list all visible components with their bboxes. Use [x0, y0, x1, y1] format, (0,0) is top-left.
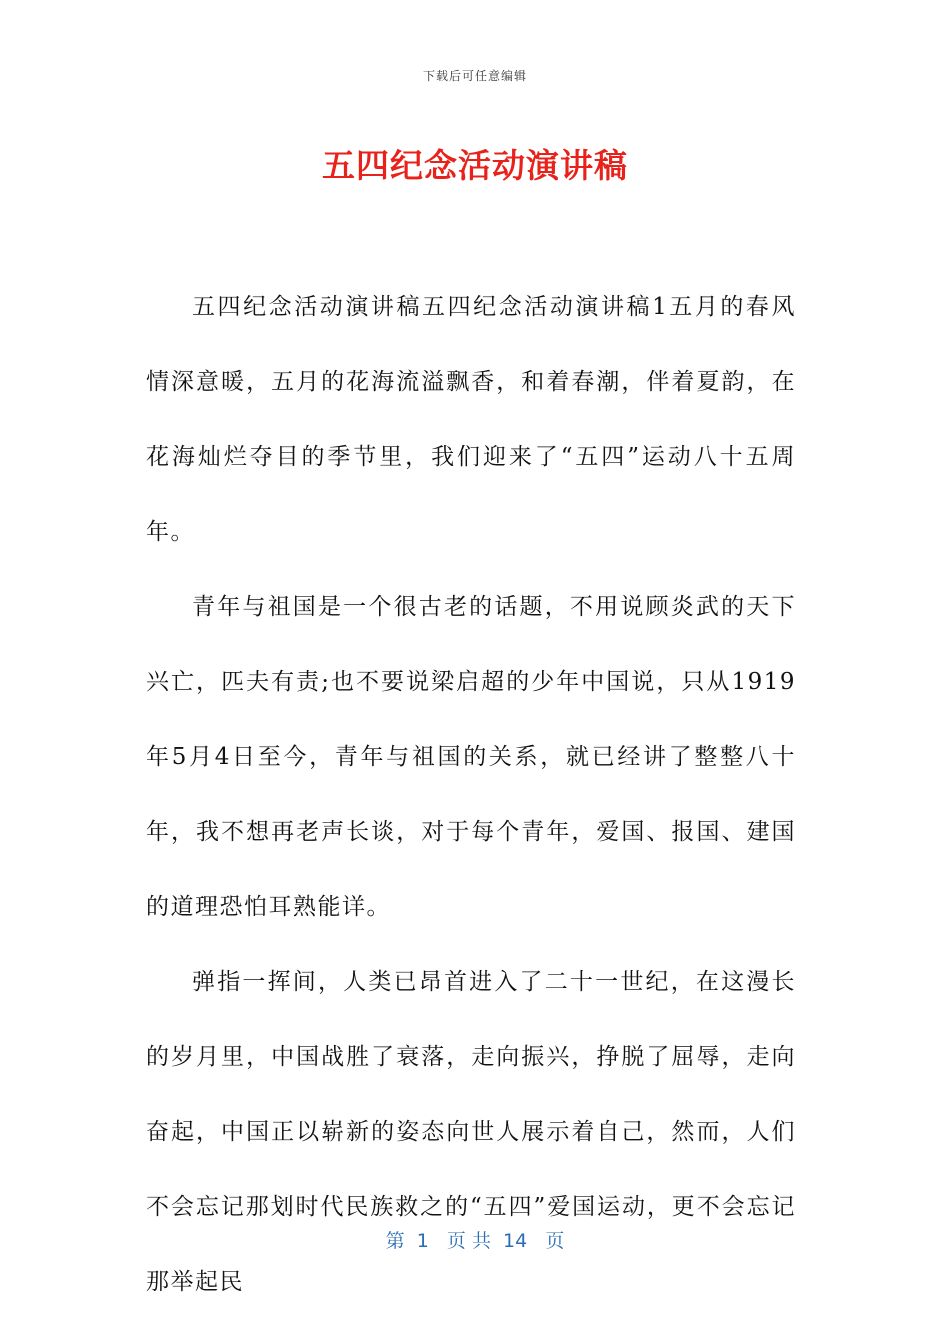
document-title: 五四纪念活动演讲稿	[322, 146, 628, 185]
paragraph: 青年与祖国是一个很古老的话题，不用说顾炎武的天下兴亡，匹夫有责;也不要说梁启超的少年中国说，只从1919年5月4日至今，青年与祖国的关系，就已经讲了整整八十年，我不想再老声长谈，对于每个青年，爱国、报国、建国的道理恐怕耳熟能详。	[146, 594, 796, 920]
document-body	[146, 270, 796, 1320]
paragraph: 弹指一挥间，人类已昂首进入了二十一世纪，在这漫长的岁月里，中国战胜了衰落，走向振兴，挣脱了屈辱，走向奋起，中国正以崭新的姿态向世人展示着自己，然而，人们不会忘记那划时代民族救之的“五四”爱国运动，更不会忘记那举起民	[146, 969, 796, 1295]
paragraph: 五四纪念活动演讲稿五四纪念活动演讲稿1五月的春风情深意暖，五月的花海流溢飘香，和着春潮，伴着夏韵，在花海灿烂夺目的季节里，我们迎来了“五四”运动八十五周年。	[146, 294, 796, 545]
page-number-footer: 第 1 页 共 14 页	[385, 1230, 565, 1252]
header-note: 下载后可任意编辑	[422, 69, 527, 83]
